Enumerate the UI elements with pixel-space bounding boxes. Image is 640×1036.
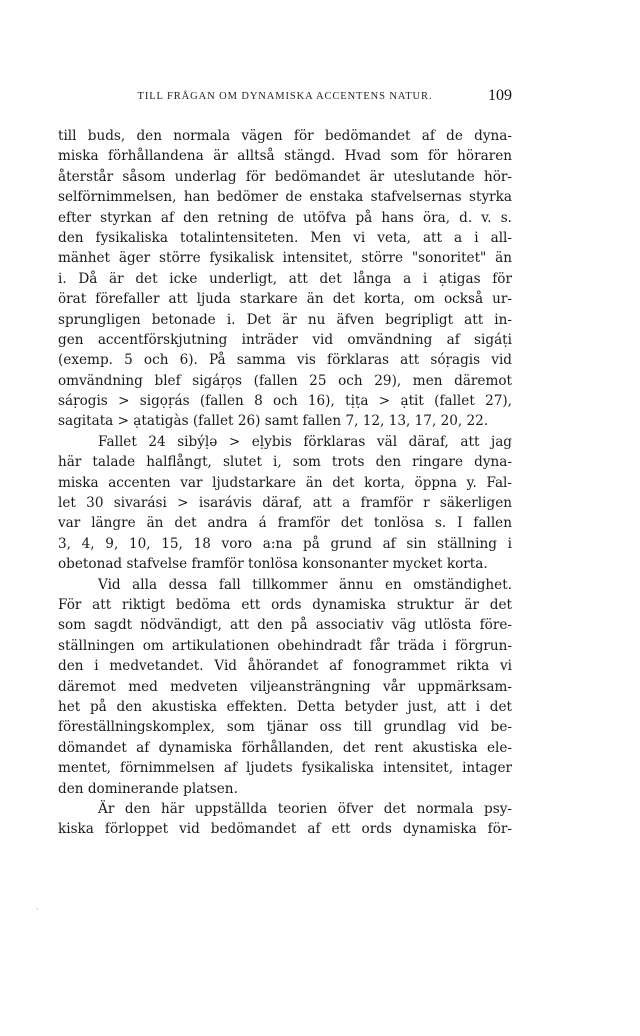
text-line: den i medvetandet. Vid åhörandet af fonogrammet rikta vi	[58, 658, 512, 675]
text-line: let 30 sivarási > isarávis däraf, att a framför r säkerligen	[58, 495, 512, 512]
text-line: i. Då är det icke underligt, att det långa a i ạtigas för	[58, 270, 512, 287]
text-line: För att riktigt bedöma ett ords dynamiska struktur är det	[58, 596, 512, 613]
text-line: dömandet af dynamiska förhållanden, det rent akustiska ele-	[58, 739, 512, 756]
text-line: gen accentförskjutning inträder vid omvändning af sigáṭi	[58, 331, 512, 348]
text-line: mänhet äger större fysikalisk intensitet, större "sonoritet" än	[58, 250, 512, 267]
text-line: efter styrkan af den retning de utöfva på hans öra, d. v. s.	[58, 209, 512, 226]
text-line: Fallet 24 sibýḷə > eḷybis förklaras väl däraf, att jag	[98, 433, 512, 450]
text-line: miska accenten var ljudstarkare än det korta, öppna y. Fal-	[58, 474, 512, 491]
text-line: här talade halflångt, slutet i, som trots den ringare dyna-	[58, 454, 512, 471]
text-line: Är den här uppställda teorien öfver det normala psy-	[98, 800, 512, 817]
text-line: föreställningskomplex, som tjänar oss till grundlag vid be-	[58, 719, 512, 736]
text-line: däremot med medveten viljeansträngning vår uppmärksam-	[58, 678, 512, 695]
text-line: sprungligen betonade i. Det är nu äfven begripligt att in-	[58, 311, 512, 328]
text-line: miska förhållandena är alltså stängd. Hvad som för höraren	[58, 148, 512, 165]
text-line: sáṛogis > sigọṛás (fallen 8 och 16), tịṭa > ạtit (fallet 27),	[58, 393, 512, 410]
text-line: den fysikaliska totalintensiteten. Men vi veta, att a i all-	[58, 229, 512, 246]
text-line: Vid alla dessa fall tillkommer ännu en omständighet.	[98, 576, 512, 593]
text-line: återstår såsom underlag för bedömandet är uteslutande hör-	[58, 168, 512, 185]
text-line: selförnimmelsen, han bedömer de enstaka stafvelsernas styrka	[58, 189, 512, 206]
stray-mark-decoration: ·	[36, 905, 39, 914]
body-text	[58, 126, 512, 840]
text-line: örat förefaller att ljuda starkare än det korta, om också ur-	[58, 291, 512, 308]
running-title: TILL FRÅGAN OM DYNAMISKA ACCENTENS NATUR.	[137, 91, 433, 102]
text-line: som sagdt nödvändigt, att den på associativ väg utlösta före-	[58, 617, 512, 634]
text-line: till buds, den normala vägen för bedömandet af de dyna-	[58, 128, 512, 144]
text-line: 3, 4, 9, 10, 15, 18 voro a:na på grund af sin ställning i	[58, 535, 512, 552]
text-line: (exemp. 5 och 6). På samma vis förklaras att sóṛagis vid	[58, 352, 512, 369]
text-line: obetonad stafvelse framför tonlösa konsonanter mycket korta.	[58, 556, 488, 573]
text-line: ställningen om artikulationen obehindradt får träda i förgrun-	[58, 637, 512, 654]
running-head	[58, 88, 512, 114]
text-line: mentet, förnimmelsen af ljudets fysikaliska intensitet, intager	[58, 760, 512, 777]
text-line: var längre än det andra á framför det tonlösa s. I fallen	[58, 515, 512, 532]
page-number: 109	[488, 87, 512, 104]
text-line: den dominerande platsen.	[58, 780, 238, 797]
text-line: omvändning blef sigáṛọs (fallen 25 och 29), men däremot	[58, 372, 512, 389]
text-line: sagitata > ạtatigàs (fallet 26) samt fallen 7, 12, 13, 17, 20, 22.	[58, 413, 489, 430]
text-line: het på den akustiska effekten. Detta betyder just, att i det	[58, 698, 512, 715]
text-line: kiska förloppet vid bedömandet af ett ords dynamiska för-	[58, 821, 512, 838]
